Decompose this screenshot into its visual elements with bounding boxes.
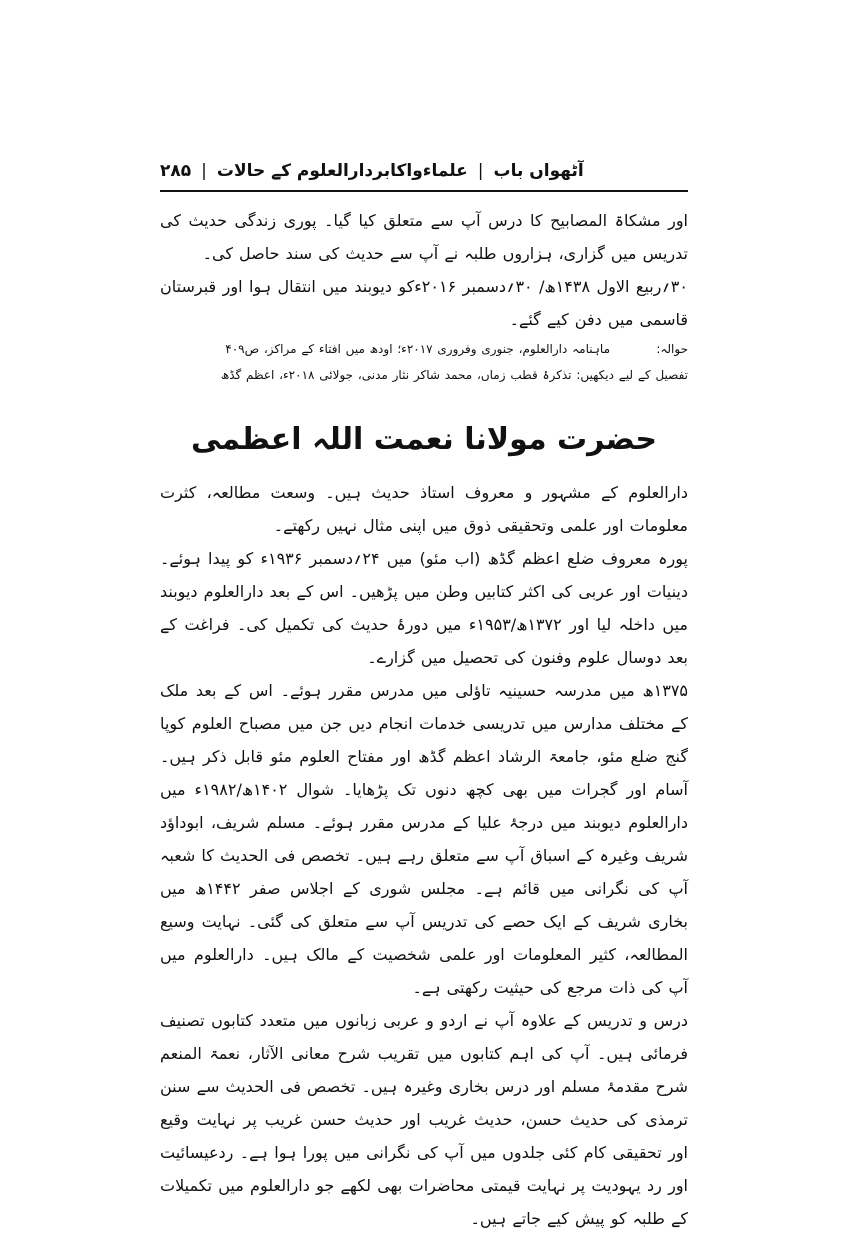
death-date-paragraph: ۳۰؍ربیع الاول ۱۴۳۸ھ/ ۳۰؍دسمبر ۲۰۱۶ءکو دیوبند میں انتقال ہوا اور قبرستان قاسمی میں دفن کیے گئے۔: [160, 277, 688, 329]
chapter-title: علماءواکابردارالعلوم کے حالات: [216, 161, 468, 181]
reference-text: ماہنامہ دارالعلوم، جنوری وفروری ۲۰۱۷ء؛ اودھ میں افتاء کے مراکز، ص۴۰۹: [225, 342, 610, 356]
intro-paragraph: اور مشکاۃ المصابیح کا درس آپ سے متعلق کیا گیا۔ پوری زندگی حدیث کی تدریس میں گزاری، ہزاروں طلبہ نے آپ سے حدیث کی سند حاصل کی۔: [160, 211, 688, 263]
running-header: [160, 160, 688, 181]
biography-paragraph: دارالعلوم کے مشہور و معروف استاذ حدیث ہیں۔ وسعت مطالعہ، کثرت معلومات اور علمی وتحقیقی ذوق میں اپنی مثال نہیں رکھتے۔: [160, 483, 688, 535]
reference-label: حوالہ:: [656, 342, 688, 356]
header-separator: |: [201, 160, 207, 181]
intro-block: [160, 204, 688, 388]
header-separator: |: [477, 160, 484, 181]
section-title: حضرت مولانا نعمت اللہ اعظمی: [191, 422, 657, 457]
chapter-label: آٹھواں باب: [493, 160, 584, 181]
biography-paragraph: ۱۳۷۵ھ میں مدرسہ حسینیہ تاؤلی میں مدرس مقرر ہوئے۔ اس کے بعد ملک کے مختلف مدارس میں تدریسی خدمات انجام دیں جن میں مصباح العلوم کوپا گنج ضلع مئو، جامعۃ الرشاد اعظم گڈھ اور مفتاح العلوم مئو قابل ذکر ہیں۔ آسام اور گجرات میں بھی کچھ دنوں تک پڑھایا۔ شوال ۱۴۰۲ھ/۱۹۸۲ء میں دارالعلوم دیوبند میں درجۂ علیا کے مدرس مقرر ہوئے۔ مسلم شریف، ابوداؤد شریف وغیرہ کے اسباق آپ سے متعلق رہے ہیں۔ تخصص فی الحدیث کا شعبہ آپ کی نگرانی میں قائم ہے۔ مجلس شوری کے اجلاس صفر ۱۴۴۲ھ میں بخاری شریف کے ایک حصے کی تدریس آپ سے متعلق کی گئی۔ نہایت وسیع المطالعہ، کثیر المعلومات اور علمی شخصیت کے مالک ہیں۔ دارالعلوم میں آپ کی ذات مرجع کی حیثیت رکھتی ہے۔: [159, 681, 689, 997]
biography-paragraph: پورہ معروف ضلع اعظم گڈھ (اب مئو) میں ۲۴؍دسمبر ۱۹۳۶ء کو پیدا ہوئے۔ دینیات اور عربی کی اکثر کتابیں وطن میں پڑھیں۔ اس کے بعد دارالعلوم دیوبند میں داخلہ لیا اور ۱۳۷۲ھ/۱۹۵۳ء میں دورۂ حدیث کی تکمیل کی۔ فراغت کے بعد دوسال علوم وفنون کی تحصیل میں گزارے۔: [160, 549, 688, 667]
reference-line: [160, 336, 688, 362]
page-number: ۲۸۵: [160, 160, 192, 181]
biography-paragraph: درس و تدریس کے علاوہ آپ نے اردو و عربی زبانوں میں متعدد کتابوں تصنیف فرمائی ہیں۔ آپ کی اہم کتابوں میں تقریب شرح معانی الآثار، نعمۃ المنعم شرح مقدمۂ مسلم اور درس بخاری وغیرہ ہیں۔ تخصص فی الحدیث سے سنن ترمذی کی حدیث حسن، حدیث غریب اور حدیث حسن غریب پر نہایت وقیع اور تحقیقی کام کئی جلدوں میں آپ کی نگرانی میں پورا ہوا ہے۔ ردعیسائیت اور رد یہودیت پر نہایت قیمتی محاضرات بھی لکھے جو دارالعلوم میں تکمیلات کے طلبہ کو پیش کیے جاتے ہیں۔: [160, 1011, 688, 1228]
biography-body: [160, 476, 688, 1235]
header-rule: [160, 190, 688, 192]
further-reading-line: تفصیل کے لیے دیکھیں: تذکرۂ قطب زماں، محمد شاکر نثار مدنی، جولائی ۲۰۱۸ء، اعظم گڈھ: [220, 368, 688, 382]
